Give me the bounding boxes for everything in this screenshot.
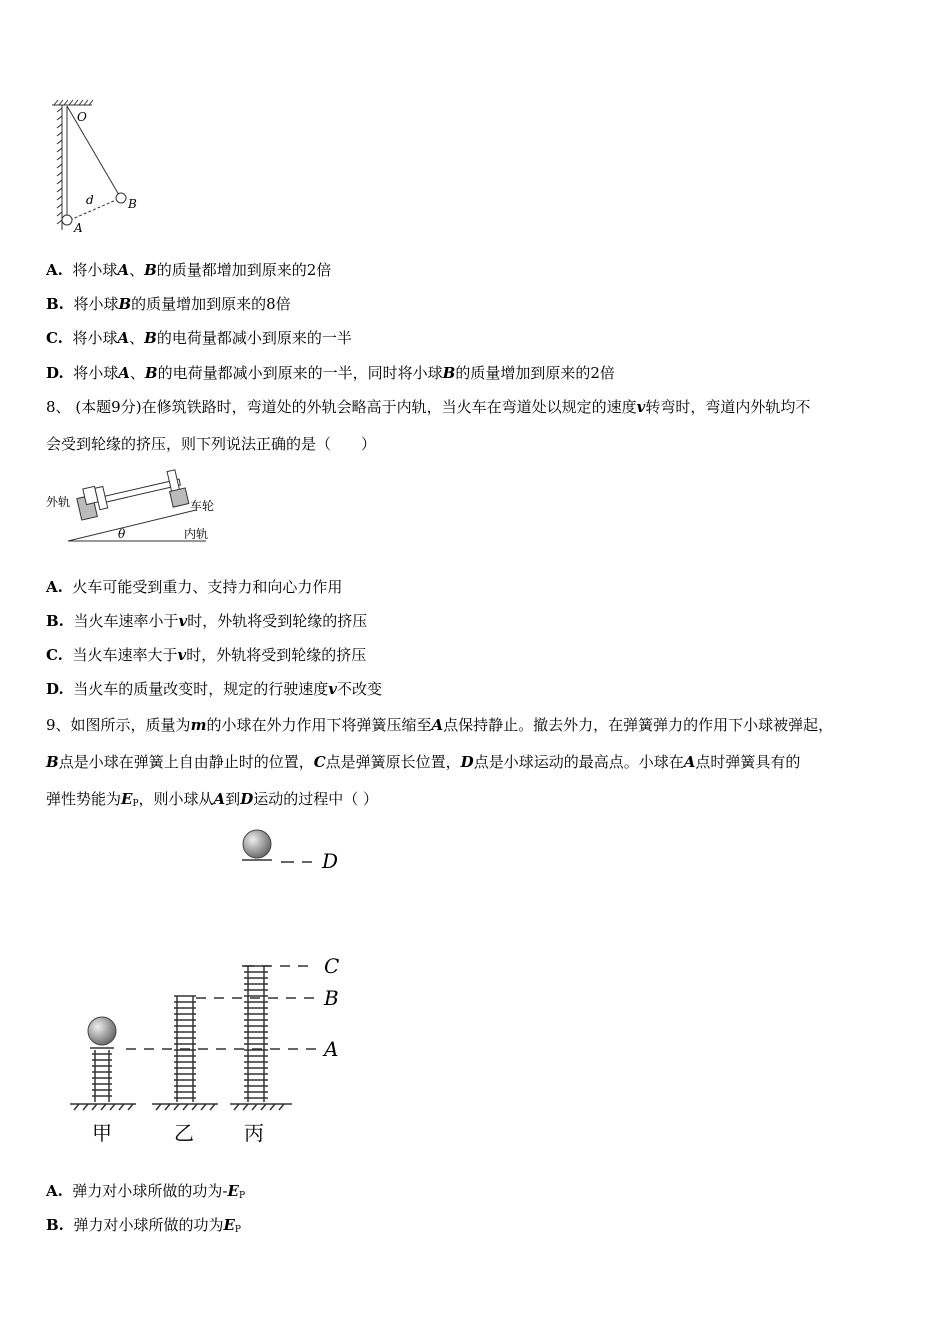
ceiling-hatch — [52, 100, 93, 105]
spring-jia — [90, 1048, 114, 1102]
q7-option-d: D. 将小球A、B的电荷量都减小到原来的一半，同时将小球B的质量增加到原来的2倍 — [46, 364, 615, 382]
q9-stem-line1: 9、如图所示，质量为m的小球在外力作用下将弹簧压缩至A点保持静止。撤去外力，在弹簧弹力的作用下小球被弹起， — [46, 716, 834, 734]
ground-yi — [152, 1104, 218, 1110]
ball-a — [62, 215, 72, 225]
label-jia: 甲 — [92, 1121, 112, 1145]
spring-bing — [242, 966, 270, 1102]
label-theta: θ — [118, 527, 126, 541]
q8-option-d: D. 当火车的质量改变时，规定的行驶速度v不改变 — [46, 680, 382, 698]
q7-option-b: B. 将小球B的质量增加到原来的8倍 — [46, 295, 291, 313]
q9-option-b: B. 弹力对小球所做的功为$E_P$ — [46, 1216, 241, 1235]
q7-option-a: A. 将小球A、B的质量都增加到原来的2倍 — [46, 261, 332, 279]
label-wheel: 车轮 — [190, 499, 215, 513]
q7-option-c: C. 将小球A、B的电荷量都减小到原来的一半 — [46, 329, 352, 347]
q8-rail-figure — [46, 466, 226, 546]
wall-hatch — [57, 105, 62, 230]
string-ob — [67, 106, 119, 195]
q9-stem-line2: B点是小球在弹簧上自由静止时的位置，C点是弹簧原长位置，D点是小球运动的最高点。小球在A点时弹簧具有的 — [46, 753, 801, 771]
label-b: B — [128, 197, 137, 211]
q9-spring-figure — [66, 820, 366, 1150]
label-b: B — [324, 986, 339, 1010]
q8-stem-line2: 会受到轮缘的挤压，则下列说法正确的是（ ） — [46, 435, 377, 453]
label-yi: 乙 — [174, 1121, 194, 1145]
ball-at-d — [243, 830, 271, 858]
ball-b — [116, 193, 126, 203]
label-d: D — [322, 849, 339, 873]
q8-option-c: C. 当火车速率大于v时，外轨将受到轮缘的挤压 — [46, 646, 367, 664]
label-a: A — [324, 1037, 339, 1061]
label-o: O — [77, 110, 87, 124]
q9-stem-line3: 弹性势能为$E_P$，则小球从A到D运动的过程中（ ） — [46, 790, 378, 809]
label-outer-rail: 外轨 — [46, 495, 71, 509]
label-bing: 丙 — [244, 1121, 264, 1145]
q7-pendulum-figure — [50, 98, 170, 238]
ground-bing — [230, 1104, 292, 1110]
label-a: A — [74, 221, 83, 235]
ground-jia — [70, 1104, 136, 1110]
q9-option-a: A. 弹力对小球所做的功为$-E_P$ — [46, 1182, 245, 1201]
label-c: C — [324, 954, 340, 978]
outer-rail — [75, 467, 189, 528]
ball-jia — [88, 1017, 116, 1045]
q8-stem-line1: 8、 (本题9分)在修筑铁路时，弯道处的外轨会略高于内轨，当火车在弯道处以规定的速度v转弯时，弯道内外轨均不 — [46, 398, 811, 416]
q8-option-a: A. 火车可能受到重力、支持力和向心力作用 — [46, 578, 343, 596]
q8-option-b: B. 当火车速率小于v时，外轨将受到轮缘的挤压 — [46, 612, 368, 630]
label-inner-rail: 内轨 — [184, 527, 209, 541]
label-d: d — [86, 193, 94, 207]
